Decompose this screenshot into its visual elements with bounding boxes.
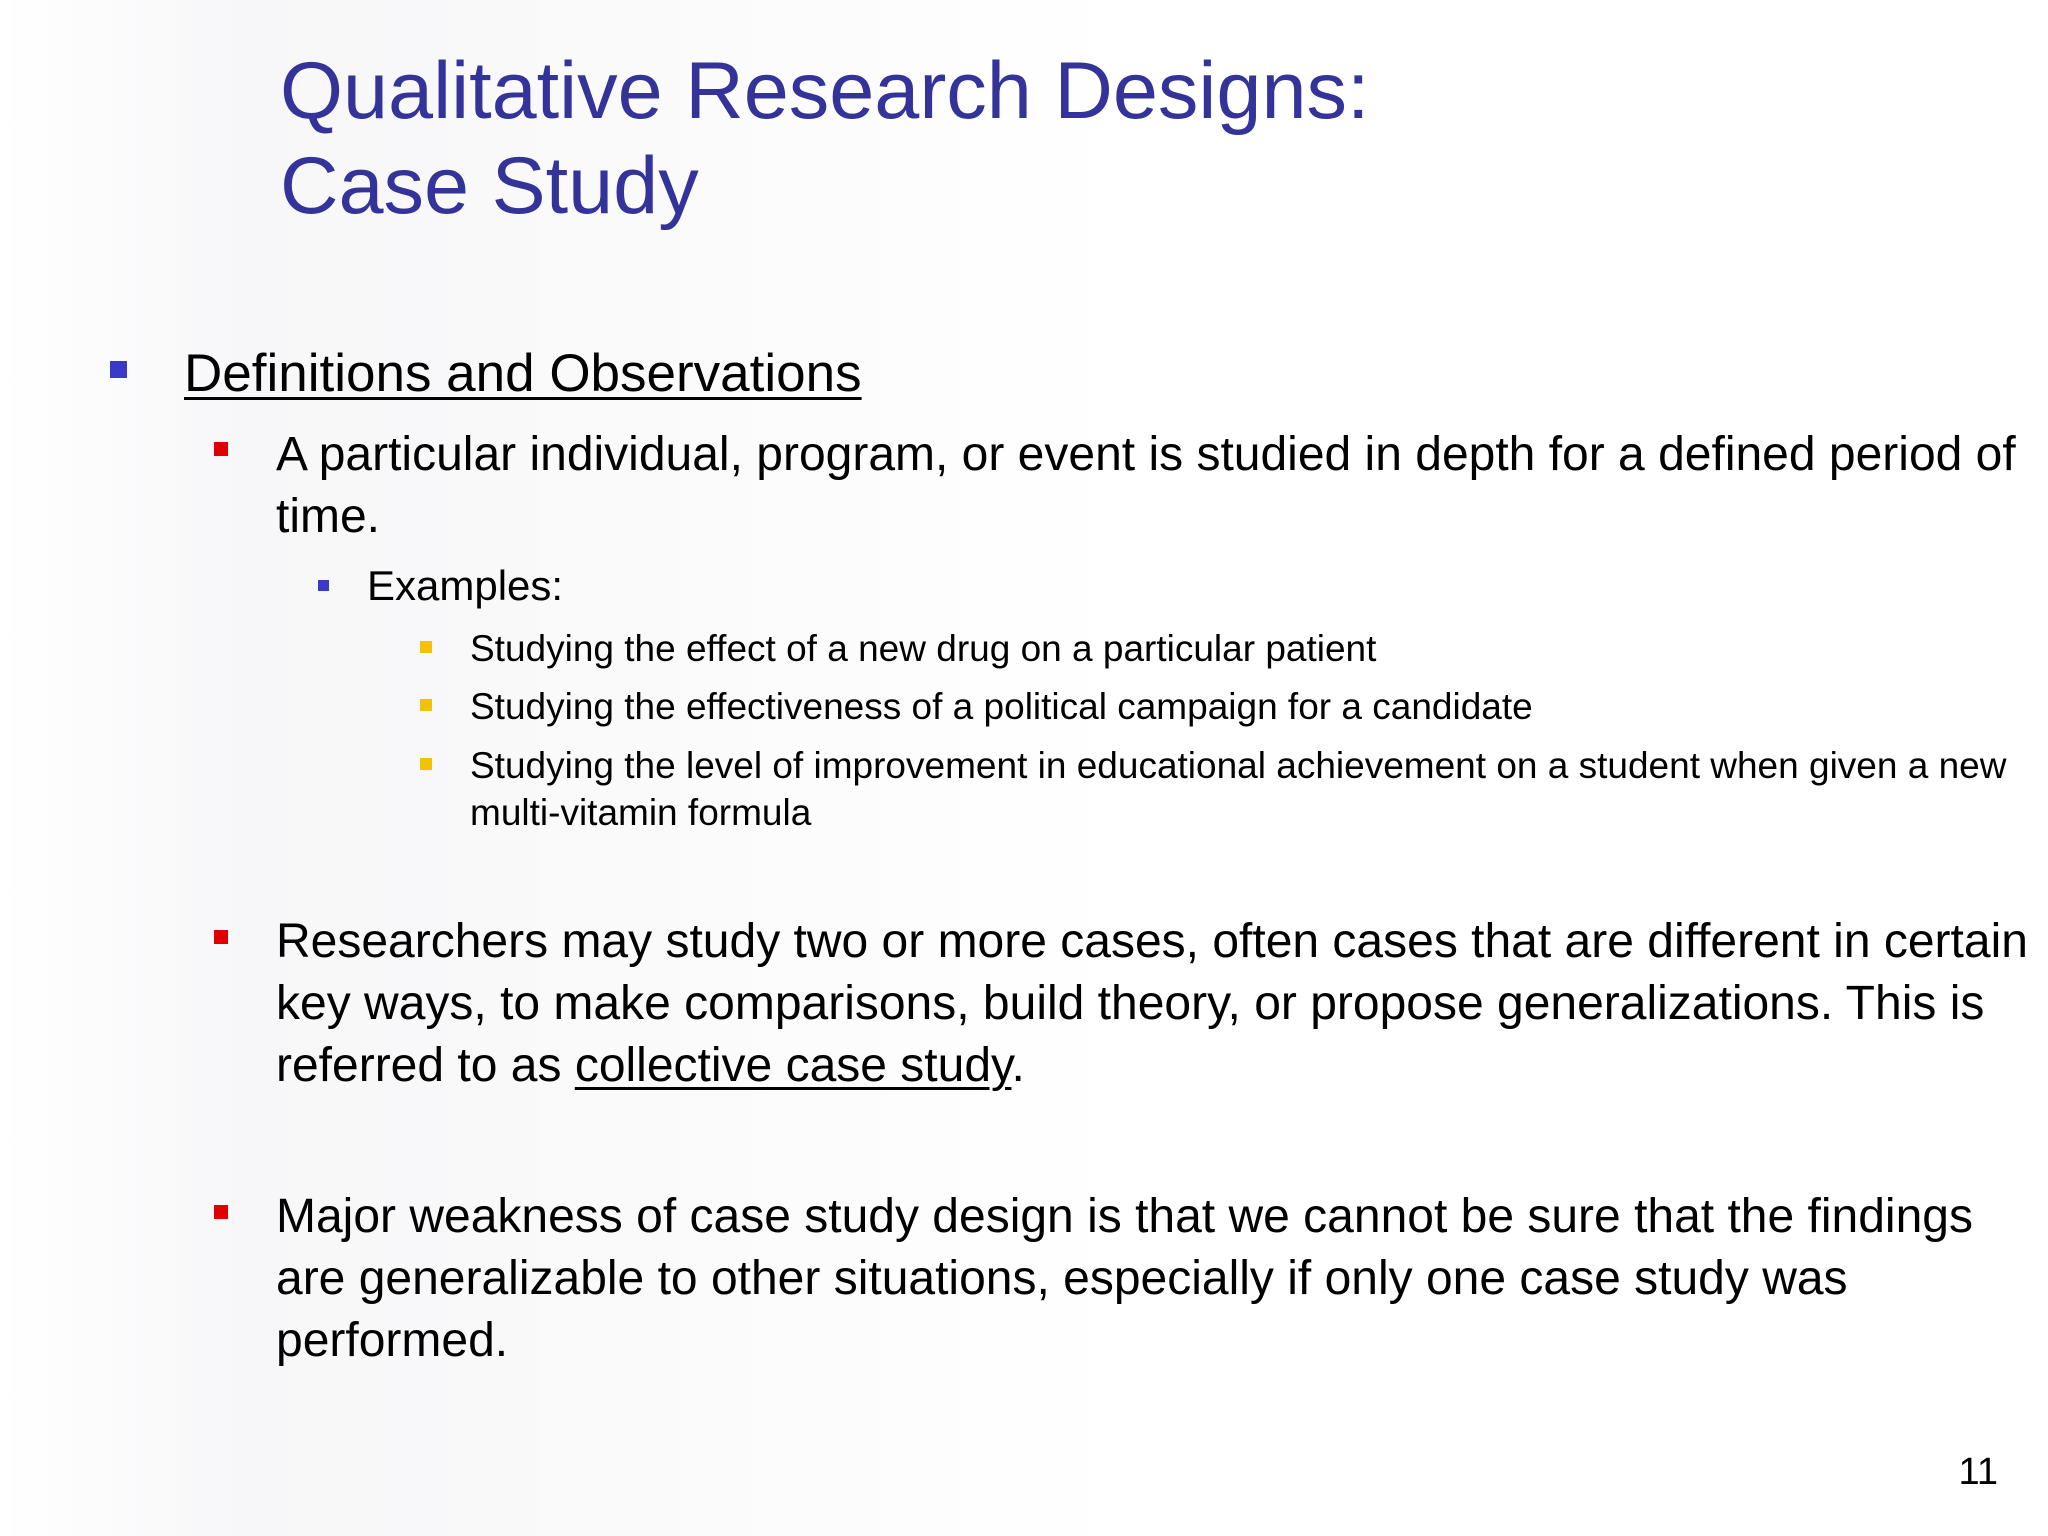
slide-title-line-1: Qualitative Research Designs: — [280, 46, 1370, 136]
slide-title-line-2: Case Study — [280, 141, 699, 231]
point-2-end: . — [1011, 1039, 1025, 1092]
example-text: Studying the effect of a new drug on a particular patient — [470, 628, 1377, 669]
square-bullet-icon — [318, 580, 329, 591]
square-bullet-icon — [420, 758, 432, 770]
examples-label: Examples: — [367, 562, 564, 609]
square-bullet-icon — [214, 1205, 228, 1219]
square-bullet-icon — [214, 442, 228, 456]
square-bullet-icon — [110, 361, 127, 378]
slide-title — [280, 44, 1880, 234]
point-2-text — [276, 911, 2036, 1097]
square-bullet-icon — [420, 699, 432, 711]
example-text: Studying the effectiveness of a political campaign for a candidate — [470, 686, 1533, 727]
point-3-text: Major weakness of case study design is that we cannot be sure that the findings are generalizable to other situations, especially if only one case study was performed. — [276, 1190, 1973, 1367]
square-bullet-icon — [420, 641, 432, 653]
collective-case-study-term: collective case study — [574, 1039, 1012, 1092]
definitions-heading: Definitions and Observations — [184, 344, 862, 403]
page-number: 11 — [1958, 1451, 1998, 1493]
point-1-text: A particular individual, program, or event is studied in depth for a defined period of time. — [276, 428, 2016, 543]
example-text: Studying the level of improvement in educational achievement on a student when given a new multi-vitamin formula — [470, 745, 2007, 833]
point-2-body: Researchers may study two or more cases, often cases that are different in certain key ways, to make comparisons, build theory, or propose generalizations. This is referred to as — [276, 915, 2028, 1092]
square-bullet-icon — [214, 930, 228, 944]
